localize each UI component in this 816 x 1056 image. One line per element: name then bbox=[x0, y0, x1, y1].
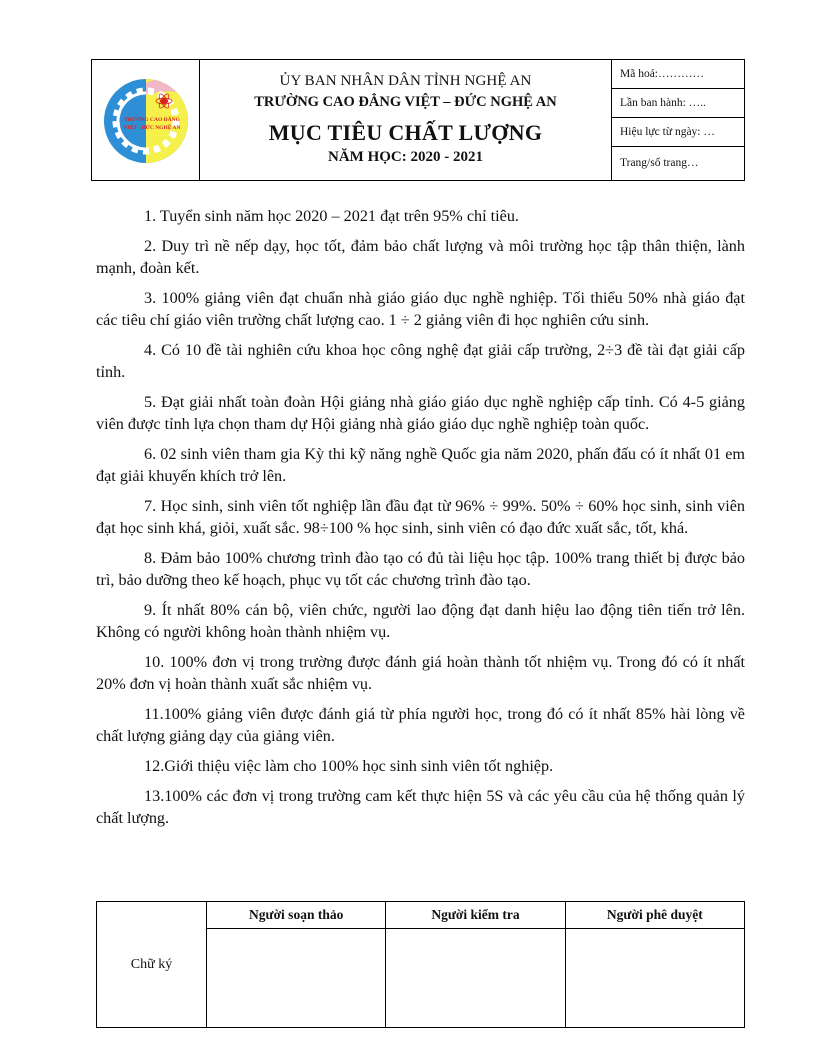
objective-item: 4. Có 10 đề tài nghiên cứu khoa học công nghệ đạt giải cấp trường, 2÷3 đề tài đạt giải cấp tỉnh. bbox=[96, 341, 745, 381]
logo-cell bbox=[92, 60, 200, 180]
school-logo-icon bbox=[102, 73, 190, 167]
column-approver: Người phê duyệt bbox=[565, 902, 744, 929]
logo-text-line1: TRƯỜNG CAO ĐẲNG bbox=[123, 117, 180, 123]
logo-text-line2: VIỆT - ĐỨC NGHỆ AN bbox=[123, 125, 180, 131]
objective-item: 8. Đảm bảo 100% chương trình đào tạo có đủ tài liệu học tập. 100% trang thiết bị được bảo trì, bảo dưỡng theo kế hoạch, phục vụ tốt các chương trình đào tạo. bbox=[96, 549, 745, 589]
meta-effective-date: Hiệu lực từ ngày: … bbox=[612, 118, 744, 147]
objective-item: 7. Học sinh, sinh viên tốt nghiệp lần đầu đạt từ 96% ÷ 99%. 50% ÷ 60% học sinh, sinh viên đạt học sinh khá, giỏi, xuất sắc. 98÷100 % học sinh, sinh viên có đạo đức xuất sắc, tốt, khá. bbox=[96, 497, 745, 537]
school-year: NĂM HỌC: 2020 - 2021 bbox=[328, 149, 483, 165]
signature-row-label: Chữ ký bbox=[97, 902, 207, 1028]
meta-issue: Lần ban hành: ….. bbox=[612, 89, 744, 118]
objective-item: 5. Đạt giải nhất toàn đoàn Hội giảng nhà giáo giáo dục nghề nghiệp cấp tỉnh. Có 4-5 giảng viên được tỉnh lựa chọn tham dự Hội giảng nhà giáo giáo dục nghề nghiệp toàn quốc. bbox=[96, 393, 745, 433]
meta-page: Trang/số trang… bbox=[620, 157, 699, 170]
header-title-cell bbox=[200, 60, 612, 180]
signature-box-drafter[interactable] bbox=[207, 929, 386, 1028]
column-drafter: Người soạn thảo bbox=[207, 902, 386, 929]
objective-item: 12.Giới thiệu việc làm cho 100% học sinh sinh viên tốt nghiệp. bbox=[144, 757, 554, 775]
objectives-list bbox=[96, 205, 745, 837]
document-meta bbox=[612, 60, 744, 180]
authority-name: ỦY BAN NHÂN DÂN TỈNH NGHỆ AN bbox=[279, 73, 532, 89]
column-reviewer: Người kiểm tra bbox=[386, 902, 565, 929]
signature-table bbox=[96, 901, 745, 1028]
objective-item: 9. Ít nhất 80% cán bộ, viên chức, người lao động đạt danh hiệu lao động tiên tiến trở lên. Không có người không hoàn thành nhiệm vụ. bbox=[96, 601, 745, 641]
objective-item: 3. 100% giảng viên đạt chuẩn nhà giáo giáo dục nghề nghiệp. Tối thiểu 50% nhà giáo đạt các tiêu chí giáo viên trường chất lượng cao. 1 ÷ 2 giảng viên đi học nghiên cứu sinh. bbox=[96, 289, 745, 329]
objective-item: 11.100% giảng viên được đánh giá từ phía người học, trong đó có ít nhất 85% hài lòng về chất lượng giảng dạy của giảng viên. bbox=[96, 705, 745, 745]
objective-item: 10. 100% đơn vị trong trường được đánh giá hoàn thành tốt nhiệm vụ. Trong đó có ít nhất 20% đơn vị hoàn thành xuất sắc nhiệm vụ. bbox=[96, 653, 745, 693]
signature-box-reviewer[interactable] bbox=[386, 929, 565, 1028]
objective-item: 1. Tuyển sinh năm học 2020 – 2021 đạt trên 95% chỉ tiêu. bbox=[144, 207, 519, 225]
school-name: TRƯỜNG CAO ĐẲNG VIỆT – ĐỨC NGHỆ AN bbox=[254, 94, 557, 110]
objective-item: 13.100% các đơn vị trong trường cam kết thực hiện 5S và các yêu cầu của hệ thống quản lý chất lượng. bbox=[96, 787, 745, 827]
document-title: MỤC TIÊU CHẤT LƯỢNG bbox=[268, 120, 543, 145]
meta-code: Mã hoá:………… bbox=[612, 60, 744, 89]
signature-box-approver[interactable] bbox=[565, 929, 744, 1028]
objective-item: 2. Duy trì nề nếp dạy, học tốt, đảm bảo chất lượng và môi trường học tập thân thiện, lành mạnh, đoàn kết. bbox=[96, 237, 745, 277]
document-header bbox=[91, 59, 745, 181]
objective-item: 6. 02 sinh viên tham gia Kỳ thi kỹ năng nghề Quốc gia năm 2020, phấn đấu có ít nhất 01 em đạt giải khuyến khích trở lên. bbox=[96, 445, 745, 485]
